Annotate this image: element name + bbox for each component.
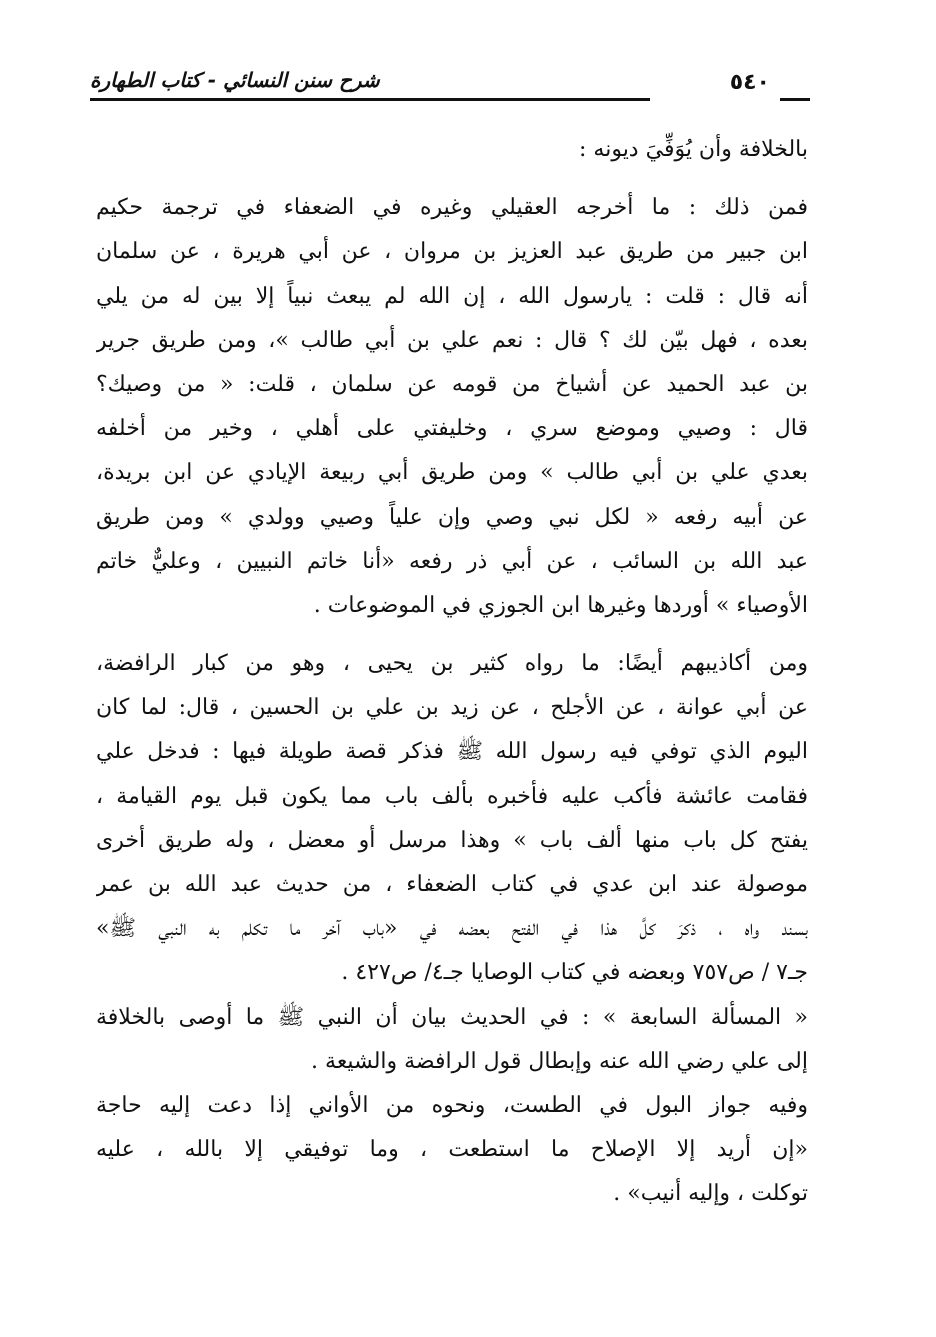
running-header <box>70 58 810 108</box>
text-line: عن أبي عوانة ، عن الأجلح ، عن زيد بن علي بن الحسين ، قال: لما كان <box>96 695 808 721</box>
text-line: عبد الله بن السائب ، عن أبي ذر رفعه «أنا خاتم النبيين ، وعليٌّ خاتم <box>96 548 808 574</box>
header-rule <box>90 98 650 101</box>
paragraph <box>96 128 808 172</box>
paragraph <box>96 642 808 996</box>
text-line: «إن أريد إلا الإصلاح ما استطعت ، وما توفيقي إلا بالله ، عليه <box>96 1137 808 1163</box>
text-line: فقامت عائشة فأكب عليه فأخبره بألف باب مما يكون قبل يوم القيامة ، <box>96 783 808 809</box>
text-line: ومن أكاذيبهم أيضًا: ما رواه كثير بن يحيى ، وهو من كبار الرافضة، <box>96 651 808 677</box>
text-line: موصولة عند ابن عدي في كتاب الضعفاء ، من حديث عبد الله بن عمر <box>96 872 808 897</box>
text-line: الأوصياء » أوردها وغيرها ابن الجوزي في الموضوعات . <box>313 592 808 618</box>
header-rule-short <box>780 98 810 101</box>
text-line: إلى علي رضي الله عنه وإبطال قول الرافضة والشيعة . <box>311 1048 808 1074</box>
text-line: ابن جبير من طريق عبد العزيز بن مروان ، عن أبي هريرة ، عن سلمان <box>96 239 808 265</box>
text-line: وفيه جواز البول في الطست، ونحوه من الأواني إذا دعت إليه حاجة <box>96 1092 808 1118</box>
text-line: يفتح كل باب منها ألف باب » وهذا مرسل أو معضل ، وله طريق أخرى <box>96 827 808 853</box>
paragraph <box>96 1084 808 1217</box>
text-line: جـ٧ / ص٧٥٧ وبعضه في كتاب الوصايا جـ٤/ ص٤٢٧ . <box>341 960 808 986</box>
text-line: « المسألة السابعة » : في الحديث بيان أن النبي ﷺ ما أوصى بالخلافة <box>96 1004 808 1030</box>
paragraph-gap <box>96 172 808 186</box>
text-line: فمن ذلك : ما أخرجه العقيلي وغيره في الضعفاء في ترجمة حكيم <box>96 195 808 221</box>
text-line: توكلت ، وإليه أنيب» . <box>613 1181 808 1207</box>
text-line: بعدي علي بن أبي طالب » ومن طريق أبي ربيعة الإيادي عن ابن بريدة، <box>96 460 808 486</box>
text-line: بن عبد الحميد عن أشياخ من قومه عن سلمان ، قلت: « من وصيك؟ <box>96 371 808 397</box>
text-line: أنه قال : قلت : يارسول الله ، إن الله لم يبعث نبياً إلا بين له من يلي <box>96 283 808 309</box>
text-line: بالخلافة وأن يُوَفِّيَ ديونه : <box>579 137 808 162</box>
text-line: قال : وصيي وموضع سري ، وخليفتي على أهلي ، وخير من أخلفه <box>96 416 808 442</box>
paragraph <box>96 996 808 1084</box>
body-text <box>96 128 808 1217</box>
text-line: بعده ، فهل بيّن لك ؟ قال : نعم علي بن أبي طالب »، ومن طريق جرير <box>96 327 808 353</box>
paragraph <box>96 186 808 628</box>
text-line: بسند واه ، ذكرَ كلَّ هذا في الفتح بعضه في «باب آخر ما تكلم به النبي ﷺ» <box>96 916 808 942</box>
paragraph-gap <box>96 628 808 642</box>
text-line: اليوم الذي توفي فيه رسول الله ﷺ فذكر قصة طويلة فيها : فدخل علي <box>96 739 808 765</box>
header-title: شرح سنن النسائي - كتاب الطهارة <box>90 68 380 92</box>
text-line: عن أبيه رفعه « لكل نبي وصي وإن علياً وصيي وولدي » ومن طريق <box>96 504 808 530</box>
page-number: ٥٤٠ <box>729 70 770 95</box>
